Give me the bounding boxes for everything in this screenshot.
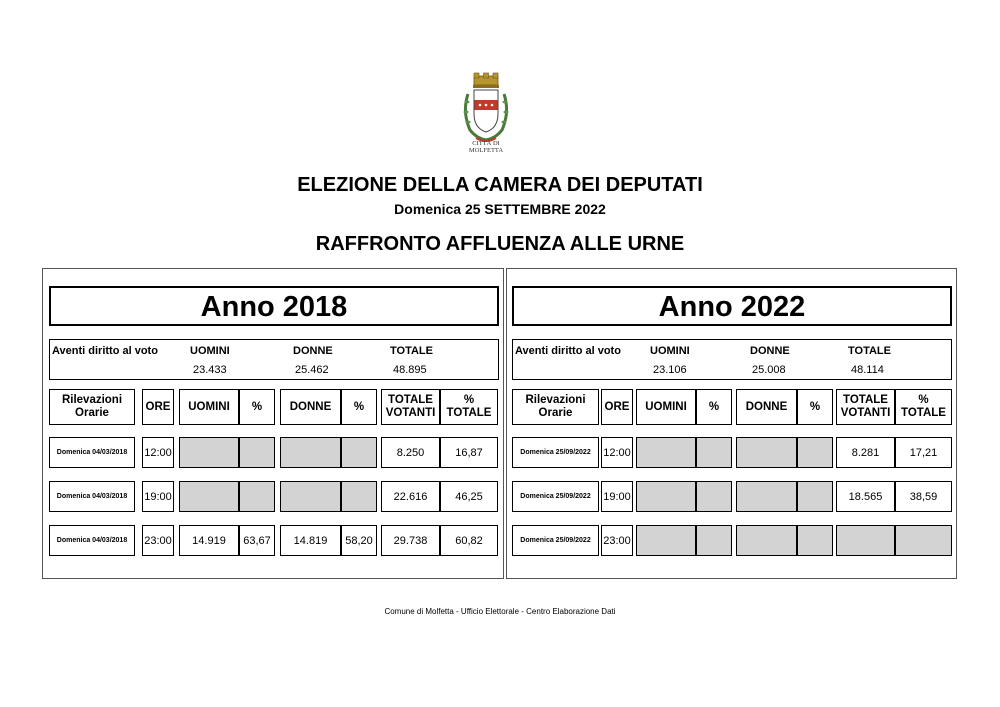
year-title-2018: Anno 2018 bbox=[200, 291, 348, 323]
row3-uomini: 14.919 bbox=[179, 525, 239, 556]
totale-votanti-header-line2: VOTANTI bbox=[385, 407, 436, 419]
uomini-header: UOMINI bbox=[179, 389, 239, 425]
ore-header: ORE bbox=[142, 389, 174, 425]
panel-2022 bbox=[506, 268, 957, 579]
row1-uomini bbox=[179, 437, 239, 468]
totale-votanti-header-line2: VOTANTI bbox=[840, 407, 891, 419]
donne-label: DONNE bbox=[293, 345, 333, 357]
aventi-uomini-value: 23.106 bbox=[653, 364, 687, 376]
row2-uomini bbox=[636, 481, 696, 512]
footer-text: Comune di Molfetta - Ufficio Elettorale - Centro Elaborazione Dati bbox=[384, 607, 616, 616]
uomini-label: UOMINI bbox=[650, 345, 690, 357]
totale-votanti-header bbox=[381, 389, 440, 425]
pct-totale-header-line1: % bbox=[918, 394, 929, 406]
donne-header: DONNE bbox=[736, 389, 797, 425]
row1-ore: 12:00 bbox=[142, 437, 174, 468]
row2-uomini-pct bbox=[696, 481, 732, 512]
row3-uomini-pct bbox=[696, 525, 732, 556]
crest-caption-line1: CITTÀ DI bbox=[472, 140, 500, 147]
aventi-label: Aventi diritto al voto bbox=[52, 345, 158, 357]
row2-donne-pct bbox=[341, 481, 377, 512]
row2-donne bbox=[736, 481, 797, 512]
crest-caption-line2: MOLFETTA bbox=[468, 147, 504, 154]
row2-totale: 22.616 bbox=[381, 481, 440, 512]
row1-uomini-pct bbox=[239, 437, 275, 468]
document-subtitle: Domenica 25 SETTEMBRE 2022 bbox=[394, 201, 606, 217]
row3-date: Domenica 04/03/2018 bbox=[49, 525, 135, 556]
row1-totale: 8.250 bbox=[381, 437, 440, 468]
row1-totale-pct: 17,21 bbox=[895, 437, 952, 468]
row1-date: Domenica 04/03/2018 bbox=[49, 437, 135, 468]
year-box-2022 bbox=[512, 286, 952, 326]
row1-totale-pct: 16,87 bbox=[440, 437, 498, 468]
row2-totale: 18.565 bbox=[836, 481, 895, 512]
row3-totale: 29.738 bbox=[381, 525, 440, 556]
row2-ore: 19:00 bbox=[601, 481, 633, 512]
row3-donne-pct: 58,20 bbox=[341, 525, 377, 556]
rilevazioni-header-line1: Rilevazioni bbox=[61, 394, 123, 406]
row1-donne bbox=[736, 437, 797, 468]
pct-totale-header bbox=[895, 389, 952, 425]
donne-pct-header: % bbox=[341, 389, 377, 425]
pct-totale-header-line2: TOTALE bbox=[901, 407, 946, 419]
rilevazioni-header-line2: Orarie bbox=[75, 407, 109, 419]
row1-donne-pct bbox=[341, 437, 377, 468]
ore-header: ORE bbox=[601, 389, 633, 425]
donne-label: DONNE bbox=[750, 345, 790, 357]
aventi-totale-value: 48.114 bbox=[851, 364, 884, 376]
uomini-label: UOMINI bbox=[190, 345, 230, 357]
panel-2018 bbox=[42, 268, 504, 579]
totale-votanti-header-line1: TOTALE bbox=[388, 394, 433, 406]
rilevazioni-header-line2: Orarie bbox=[538, 407, 573, 419]
row2-totale-pct: 46,25 bbox=[440, 481, 498, 512]
row3-donne bbox=[736, 525, 797, 556]
totale-votanti-header-line1: TOTALE bbox=[843, 394, 888, 406]
uomini-pct-header: % bbox=[696, 389, 732, 425]
year-box-2018 bbox=[49, 286, 499, 326]
row3-donne-pct bbox=[797, 525, 833, 556]
aventi-box-2018 bbox=[49, 339, 499, 380]
document-title: ELEZIONE DELLA CAMERA DEI DEPUTATI bbox=[297, 174, 703, 196]
pct-totale-header-line1: % bbox=[463, 394, 475, 406]
totale-votanti-header bbox=[836, 389, 895, 425]
totale-label: TOTALE bbox=[848, 345, 891, 357]
uomini-header: UOMINI bbox=[636, 389, 696, 425]
row3-donne: 14.819 bbox=[280, 525, 341, 556]
row2-uomini bbox=[179, 481, 239, 512]
row3-ore: 23:00 bbox=[142, 525, 174, 556]
row2-donne bbox=[280, 481, 341, 512]
aventi-donne-value: 25.008 bbox=[752, 364, 786, 376]
row1-totale: 8.281 bbox=[836, 437, 895, 468]
row2-date: Domenica 25/09/2022 bbox=[512, 481, 599, 512]
uomini-pct-header: % bbox=[239, 389, 275, 425]
row2-ore: 19:00 bbox=[142, 481, 174, 512]
row1-donne-pct bbox=[797, 437, 833, 468]
aventi-label: Aventi diritto al voto bbox=[515, 345, 621, 357]
row3-uomini-pct: 63,67 bbox=[239, 525, 275, 556]
row2-uomini-pct bbox=[239, 481, 275, 512]
rilevazioni-header bbox=[512, 389, 599, 425]
row3-ore: 23:00 bbox=[601, 525, 633, 556]
aventi-donne-value: 25.462 bbox=[295, 364, 329, 376]
row3-totale-pct: 60,82 bbox=[440, 525, 498, 556]
row2-totale-pct: 38,59 bbox=[895, 481, 952, 512]
row3-totale bbox=[836, 525, 895, 556]
pct-totale-header-line2: TOTALE bbox=[446, 407, 492, 419]
row1-uomini-pct bbox=[696, 437, 732, 468]
totale-label: TOTALE bbox=[390, 345, 433, 357]
row1-donne bbox=[280, 437, 341, 468]
row3-date: Domenica 25/09/2022 bbox=[512, 525, 599, 556]
section-title: RAFFRONTO AFFLUENZA ALLE URNE bbox=[315, 233, 685, 255]
rilevazioni-header bbox=[49, 389, 135, 425]
row1-date: Domenica 25/09/2022 bbox=[512, 437, 599, 468]
donne-header: DONNE bbox=[280, 389, 341, 425]
aventi-box-2022 bbox=[512, 339, 952, 380]
row3-uomini bbox=[636, 525, 696, 556]
year-title-2022: Anno 2022 bbox=[658, 291, 806, 323]
row2-donne-pct bbox=[797, 481, 833, 512]
row1-uomini bbox=[636, 437, 696, 468]
aventi-totale-value: 48.895 bbox=[393, 364, 427, 376]
row2-date: Domenica 04/03/2018 bbox=[49, 481, 135, 512]
aventi-uomini-value: 23.433 bbox=[193, 364, 227, 376]
row3-totale-pct bbox=[895, 525, 952, 556]
row1-ore: 12:00 bbox=[601, 437, 633, 468]
pct-totale-header bbox=[440, 389, 498, 425]
donne-pct-header: % bbox=[797, 389, 833, 425]
rilevazioni-header-line1: Rilevazioni bbox=[525, 394, 586, 406]
